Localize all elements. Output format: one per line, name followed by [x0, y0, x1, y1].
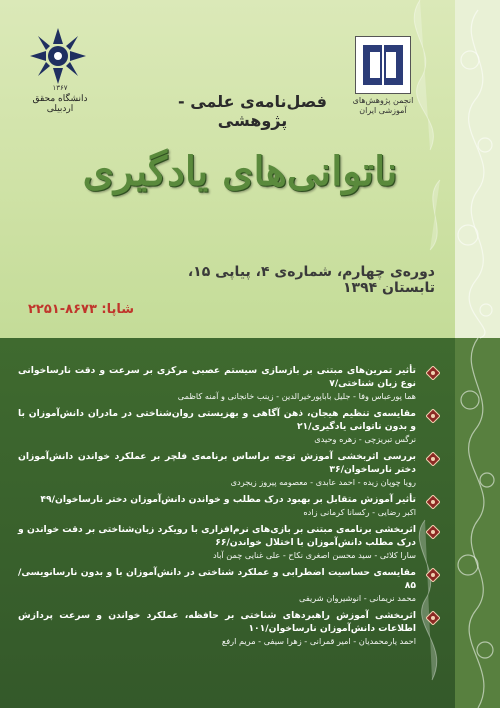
toc-entry[interactable]: [18, 609, 444, 647]
bullet-ornament-icon: [426, 495, 440, 509]
toc-entry-title: تأثیر آموزش متقابل بر بهبود درک مطلب و خواندن دانش‌آموزان دختر نارساخوان/۴۹: [40, 494, 416, 505]
issn: شاپا: ۸۶۷۳-۲۲۵۱: [28, 302, 135, 317]
toc-entry-title: مقایسه‌ی حساسیت اضطرابی و عملکرد شناختی در دانش‌آموزان با و بدون نارسانویسی/۸۵: [18, 567, 416, 591]
toc-entry-title: مقایسه‌ی تنظیم هیجان، ذهن آگاهی و بهزیستی روان‌شناختی در مادران دانش‌آموزان با و بدون ناتوانی یادگیری/۲۱: [18, 408, 416, 432]
toc-entry-authors: رویا چوپان زیده - احمد عابدی - معصومه پیروز زیجردی: [230, 477, 416, 487]
toc-entry-authors: محمد نریمانی - انوشیروان شریفی: [299, 593, 416, 603]
university-founding-year: ۱۳۶۷: [52, 84, 68, 92]
toc-entry[interactable]: [18, 493, 444, 518]
toc-entry-title: اثربخشی آموزش راهبردهای شناختی بر حافظه، عملکرد خواندن و سرعت پردازش اطلاعات دانش‌آموزان نارساخوان/۱۰۱: [18, 610, 416, 634]
table-of-contents: [18, 364, 444, 652]
bullet-ornament-icon: [426, 525, 440, 539]
university-seal-icon: [28, 26, 88, 86]
toc-entry[interactable]: [18, 407, 444, 445]
toc-entry-authors: هما پورعباس وفا - جلیل باباپورخیرالدین - زینب خانجانی و آمنه کاظمی: [177, 391, 416, 401]
toc-entry[interactable]: [18, 450, 444, 488]
journal-title: ناتوانی‌های یادگیری: [82, 148, 398, 195]
toc-entry-title: اثربخشی برنامه‌ی مبتنی بر بازی‌های نرم‌افزاری با رویکرد زبان‌شناختی بر دقت خواندن و درک مطلب دانش‌آموزان با اختلال خواندن/۶۶: [18, 524, 416, 548]
university-name: دانشگاه محقق اردبیلی: [32, 94, 88, 114]
bullet-ornament-icon: [426, 452, 440, 466]
journal-type: فصل‌نامه‌ی علمی - پژوهشی: [178, 92, 327, 130]
toc-entry[interactable]: [18, 566, 444, 604]
bullet-ornament-icon: [426, 611, 440, 625]
toc-entry-authors: سارا کلائی - سید محسن اصغری نکاح - علی غنایی چمن آباد: [212, 550, 416, 560]
bullet-ornament-icon: [426, 568, 440, 582]
toc-entry-authors: احمد یارمحمدیان - امیر قمرانی - زهرا سیفی - مریم ارفع: [221, 636, 416, 646]
toc-entry[interactable]: [18, 523, 444, 561]
association-logo: [355, 36, 411, 94]
toc-entry-authors: اکبر رضایی - رکسانا کرمانی زاده: [303, 507, 416, 517]
issue-info: دوره‌ی چهارم، شماره‌ی ۴، پیاپی ۱۵، تابستان ۱۳۹۴: [187, 264, 435, 296]
association-caption: انجمن پژوهش‌های آموزشی ایران: [352, 96, 414, 115]
bullet-ornament-icon: [426, 409, 440, 423]
toc-entry-authors: نرگس تبریزچی - زهره وحیدی: [314, 434, 416, 444]
toc-entry[interactable]: [18, 364, 444, 402]
toc-entry-title: بررسی اثربخشی آموزش توجه براساس برنامه‌ی فلچر بر عملکرد خواندن دانش‌آموزان دختر نارساخوان/۳۶: [18, 451, 416, 475]
bullet-ornament-icon: [426, 366, 440, 380]
toc-entry-title: تأثیر تمرین‌های مبتنی بر بازسازی سیستم عصبی مرکزی بر سرعت و دقت نارساخوانی نوع زبان شناختی/۷: [18, 365, 416, 389]
